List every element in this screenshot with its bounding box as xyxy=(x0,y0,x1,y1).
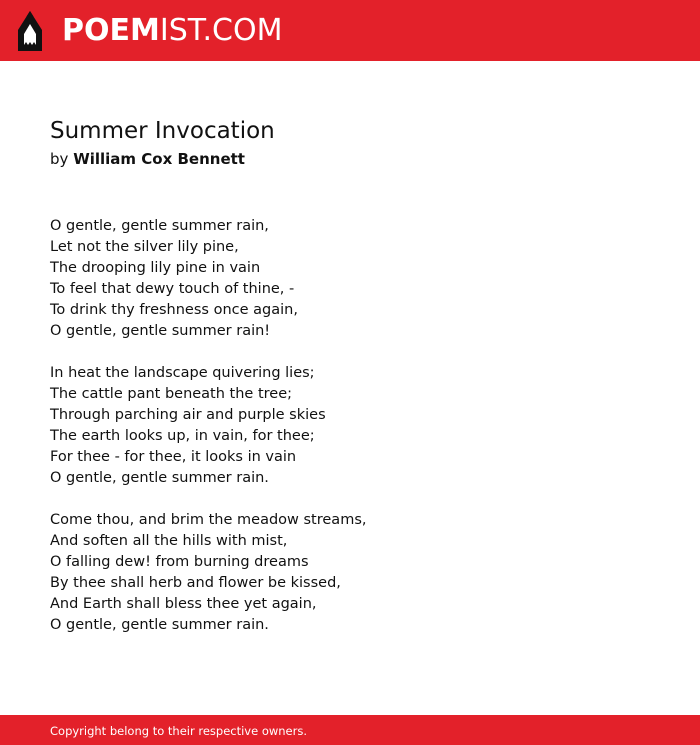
stanza xyxy=(50,363,650,489)
poem-line: The earth looks up, in vain, for thee; xyxy=(50,428,315,444)
poem-line: And soften all the hills with mist, xyxy=(50,533,288,549)
poem-line: Let not the silver lily pine, xyxy=(50,239,239,255)
stanza xyxy=(50,510,650,636)
poem-line: Through parching air and purple skies xyxy=(50,407,326,423)
site-footer xyxy=(0,715,700,745)
brand-light: IST.COM xyxy=(159,13,283,48)
poem-line: O gentle, gentle summer rain, xyxy=(50,218,269,234)
poem-title: Summer Invocation xyxy=(50,118,275,144)
byline xyxy=(50,148,650,170)
by-label: by xyxy=(50,150,69,168)
poem-line: In heat the landscape quivering lies; xyxy=(50,365,315,381)
site-logo[interactable] xyxy=(62,12,282,50)
poem-content xyxy=(50,114,650,657)
stanza xyxy=(50,216,650,342)
poem-body xyxy=(50,216,650,636)
poem-line: O gentle, gentle summer rain! xyxy=(50,323,271,339)
poem-line: To feel that dewy touch of thine, - xyxy=(50,281,295,297)
poem-line: O falling dew! from burning dreams xyxy=(50,554,309,570)
poem-line: O gentle, gentle summer rain. xyxy=(50,617,269,633)
poem-line: And Earth shall bless thee yet again, xyxy=(50,596,317,612)
copyright-text: Copyright belong to their respective owners. xyxy=(50,724,308,738)
poem-line: For thee - for thee, it looks in vain xyxy=(50,449,297,465)
poem-line: O gentle, gentle summer rain. xyxy=(50,470,269,486)
poem-line: By thee shall herb and flower be kissed, xyxy=(50,575,341,591)
poem-line: To drink thy freshness once again, xyxy=(50,302,298,318)
author-name: William Cox Bennett xyxy=(73,150,245,168)
pencil-tip-icon[interactable] xyxy=(17,10,43,52)
poem-line: The cattle pant beneath the tree; xyxy=(50,386,293,402)
poem-line: Come thou, and brim the meadow streams, xyxy=(50,512,367,528)
site-header xyxy=(0,0,700,61)
brand-bold: POEM xyxy=(62,13,160,48)
poem-line: The drooping lily pine in vain xyxy=(50,260,261,276)
